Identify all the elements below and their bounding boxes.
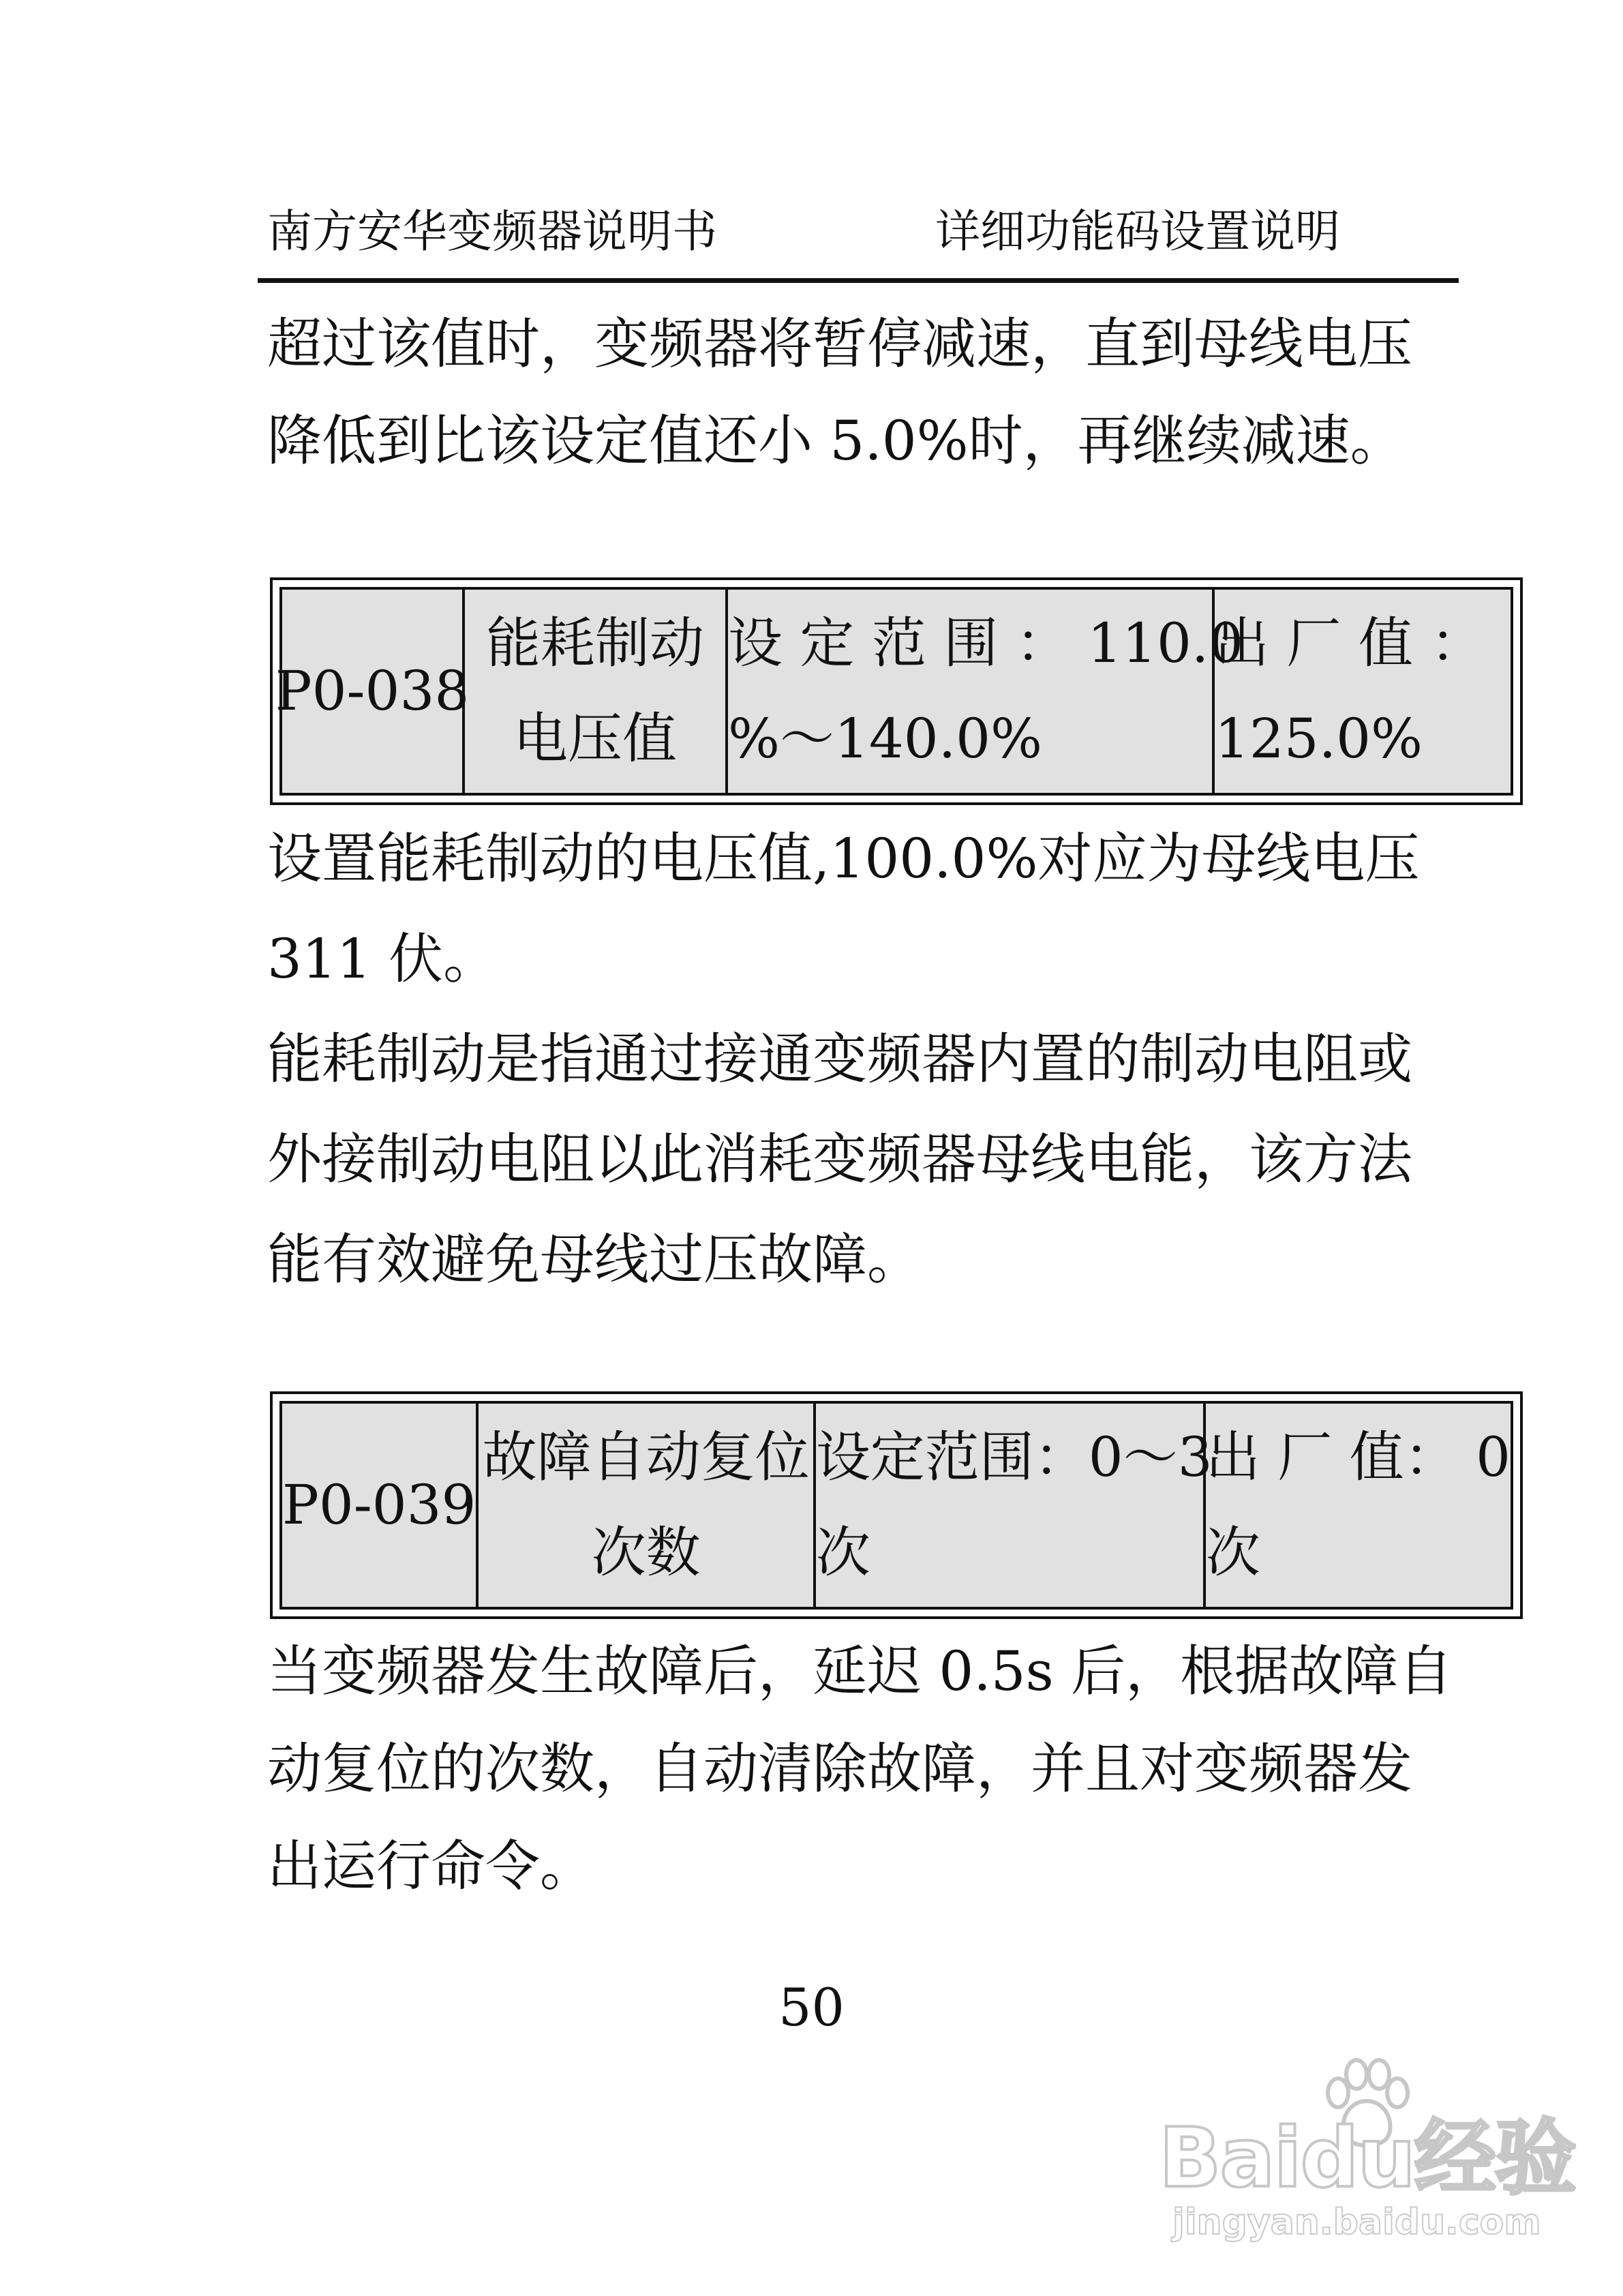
p0-039-description — [267, 1622, 1467, 1915]
param-table-p0-039 — [270, 1391, 1523, 1619]
param-range-cell — [815, 1404, 1213, 1607]
param-default-cell — [1215, 590, 1511, 793]
baidu-watermark — [1145, 2052, 1581, 2256]
watermark-brand: Baidu经验 — [1159, 2111, 1575, 2206]
param-name-line: 能耗制动 — [486, 611, 704, 675]
param-range-cell — [728, 590, 1244, 793]
text-line: 当变频器发生故障后，延迟 0.5s 后，根据故障自 — [267, 1640, 1453, 1703]
param-default-line: 125.0% — [1215, 707, 1423, 770]
intro-paragraph — [267, 296, 1467, 489]
text-line: 出运行命令。 — [267, 1834, 594, 1898]
param-name-cell — [465, 590, 728, 793]
param-default-cell — [1206, 1404, 1511, 1607]
header-title-left: 南方安华变频器说明书 — [267, 205, 717, 258]
p0-038-description — [267, 809, 1467, 1310]
param-default-line: 出 厂 值 ： — [1215, 611, 1485, 675]
param-range-line: 设定范围：0～3 — [815, 1425, 1213, 1489]
text-line: 超过该值时，变频器将暂停减速，直到母线电压 — [267, 312, 1412, 376]
param-table-p0-038 — [270, 577, 1523, 805]
param-name-line: 故障自动复位 — [482, 1425, 810, 1489]
param-name-line: 次数 — [591, 1521, 701, 1584]
param-range-line: %～140.0% — [728, 707, 1043, 770]
text-line: 动复位的次数，自动清除故障，并且对变频器发 — [267, 1737, 1412, 1800]
param-code-cell — [275, 590, 470, 793]
param-default-line: 次 — [1205, 1521, 1260, 1584]
param-code-cell — [282, 1404, 479, 1607]
header-title-right: 详细功能码设置说明 — [935, 205, 1340, 258]
text-line: 能有效避免母线过压故障。 — [267, 1228, 922, 1291]
param-name-line: 电压值 — [513, 707, 677, 770]
param-range-line: 次 — [815, 1521, 870, 1584]
text-line: 设置能耗制动的电压值,100.0%对应为母线电压 — [267, 827, 1420, 890]
param-range-line: 设 定 范 围 ： 110.0 — [728, 611, 1244, 675]
text-line: 能耗制动是指通过接通变频器内置的制动电阻或 — [267, 1027, 1412, 1091]
watermark-url: jingyan.baidu.com — [1172, 2202, 1541, 2243]
header-rule — [258, 278, 1459, 283]
text-line: 降低到比该设定值还小 5.0%时，再继续减速。 — [267, 409, 1405, 472]
param-code: P0-039 — [282, 1473, 476, 1537]
text-line: 311 伏。 — [267, 927, 498, 991]
text-line: 外接制动电阻以此消耗变频器母线电能，该方法 — [267, 1128, 1412, 1191]
page-number: 50 — [778, 1977, 845, 2038]
param-code: P0-038 — [275, 659, 470, 723]
param-name-cell — [479, 1404, 815, 1607]
param-default-line: 出 厂 值： 0 — [1205, 1425, 1511, 1489]
